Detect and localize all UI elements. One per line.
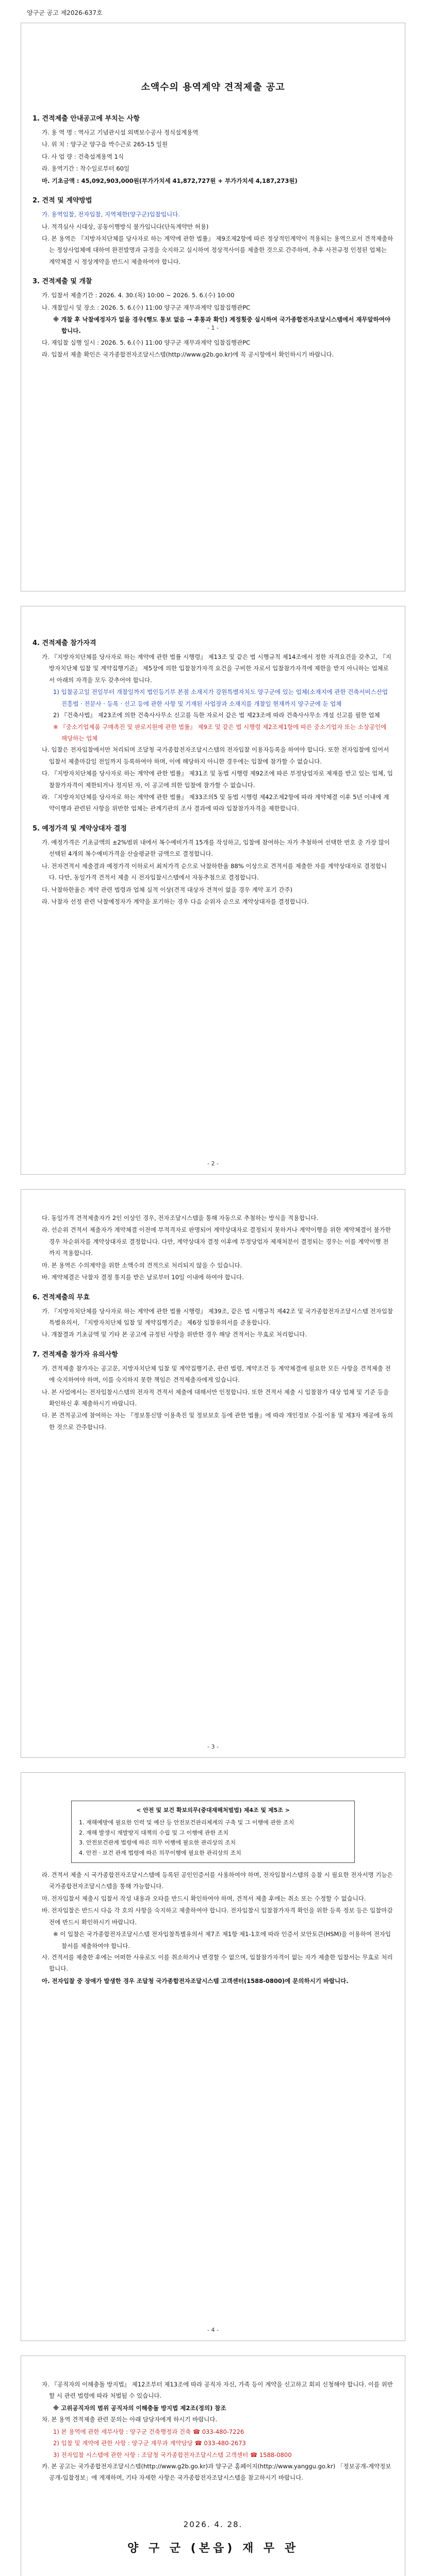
- document-page-3: [21, 1189, 405, 1758]
- section-4-sub: 2) 『건축사법』 제23조에 의한 건축사사무소 신고를 득한 자로서 같은 법 제23조에 따라 건축사사무소 개설 신고를 필한 업체: [53, 711, 380, 719]
- section-5-item: 라. 낙찰자 선정 관련 낙찰예정자가 계약을 포기하는 경우 다음 순위자 순으로 계약상대자를 결정합니다.: [42, 898, 309, 906]
- section-7-item: 라. 견적서 제출 시 국가종합전자조달시스템에 등록된 공인인증서를 사용하여야 하며, 전자입찰시스템의 응찰 시 필요한 전자서명 기능은 국가종합전자조달시스템을 통해 가능합니다.: [42, 1871, 393, 1890]
- section-5-item: 가. 예정가격은 기초금액의 ±2%범위 내에서 복수예비가격 15개를 작성하고, 입찰에 참여하는 자가 추첨하여 선택한 번호 중 가장 많이 선택된 4개의 복수예비가격을 산술평균한 금액으로 결정합니다.: [42, 838, 390, 858]
- section-4-item: 가. 『지방자치단체를 당사자로 하는 계약에 관한 법률 시행령』 제13조 및 같은 법 시행규칙 제14조에서 정한 자격요건을 갖추고, 『지방자치단체 입찰 및 계약집행기준』 제5장에 의한 입찰참가자격 요건을 구비한 자로서 입찰참가자격에 제한을 받지 아니하는 업체로서 아래의 자격을 모두 갖추어야 합니다.: [42, 653, 391, 684]
- section-7-item: 마. 전자입찰서 제출시 입찰서 작성 내용과 오타를 반드시 확인하여야 하며, 견적서 제출 후에는 취소 또는 수정할 수 없습니다.: [42, 1894, 366, 1902]
- issuer-name: 양 구 군 (본읍) 재 무 관: [127, 2541, 299, 2555]
- section-3-item: 가. 입찰서 제출기간 : 2026. 4. 30.(목) 10:00 ~ 2026. 5. 6.(수) 10:00: [42, 292, 235, 299]
- section-7-item: 자. 『공직자의 이해충돌 방지법』 제12조부터 제13조에 따라 공직자 자신, 가족 등이 계약을 신고하고 회피 신청해야 합니다. 이를 위반할 시 관련 법령에 따라 처벌될 수 있습니다.: [42, 2381, 393, 2400]
- section-5-item: 다. 낙찰하한율은 계약 관련 법령과 업체 실적 이상(견적 대상자 견적이 없을 경우 계약 포기 간주): [42, 886, 292, 893]
- document-page-4: [21, 1772, 405, 2341]
- contact-line: 1) 본 용역에 관한 세부사항 : 양구군 건축행정과 건축 ☎ 033-480-7226: [53, 2428, 244, 2435]
- section-5-item: 라. 선순위 견적서 제출자가 계약체결 이전에 부적격자로 판명되어 계약상대자로 결정되지 못하거나 계약이행을 위한 계약체결이 불가한 경우 차순위자를 계약상대자로 결정합니다. 다만, 계약상대자 결정 이후에 부정당업자 제재처분이 결정되는 경우는 이를 계약이행 전까지 적용합니다.: [42, 1226, 391, 1257]
- section-1-item: 라. 용역기간 : 착수일로부터 60일: [42, 165, 130, 173]
- section-2-item: 가. 용역입찰, 전자입찰, 지역제한(양구군)입찰입니다.: [42, 211, 180, 218]
- section-3-heading: 3. 견적제출 및 개찰: [32, 278, 92, 286]
- notice-date: 2026. 4. 28.: [183, 2519, 243, 2529]
- safety-box-title: < 안전 및 보건 확보의무(중대재해처벌법) 제4조 및 제5조 >: [136, 1807, 290, 1814]
- page-number: - 2 -: [207, 1160, 219, 1167]
- document-page-5: [21, 2355, 405, 2576]
- document-page-1: [21, 23, 405, 591]
- section-4-item: 라. 『지방자치단체를 당사자로 하는 계약에 관한 법률』 제33조의5 및 동법 시행령 제42조제2항에 따라 계약체결 이후 5년 이내에 계약이행과 관련된 사항을 위반한 업체는 관계기관의 조사 결과에 따라 입찰참가자격을 제한합니다.: [42, 793, 389, 812]
- section-7-note: ※ 고위공직자의 범위 공직자의 이해충돌 방지법 제2조(정의) 참조: [53, 2404, 226, 2412]
- section-7-item: 사. 견적서를 제출한 후에는 어떠한 사유로도 이를 취소하거나 변경할 수 없으며, 입찰참가자격이 없는 자가 제출한 입찰서는 무효로 처리합니다.: [42, 1953, 393, 1973]
- section-7-item: 다. 본 견적공고에 참여하는 자는 『정보통신망 이용촉진 및 정보보호 등에 관한 법률』에 따라 개인정보 수집·이용 및 제3자 제공에 동의한 것으로 간주합니다.: [42, 1412, 394, 1431]
- section-3-item: 나. 개찰일시 및 장소 : 2026. 5. 6.(수) 11:00 양구군 재무과계약 입찰집행관PC: [42, 303, 251, 311]
- section-7-note: ※ 이 입찰은 국가종합전자조달시스템 전자입찰특별유의서 제7조 제1항 제1-1호에 따라 인증서 보안토큰(HSM)을 이용하여 전자입찰서를 제출하여야 합니다.: [53, 1930, 391, 1950]
- section-4-sub: 1) 입찰공고일 전일부터 개찰일까지 법인등기부 본점 소재지가 강원특별자치도 양구군에 있는 업체(소재지에 관한 건축서비스산업 진흥법 · 전문사 · 등록 · 신고 등에 관한 사항 및 기재된 사업장과 소재지를 개찰일 현재까지 양구군에 둔 업체: [53, 688, 388, 707]
- safety-box-line: 1. 재해예방에 필요한 인력 및 예산 등 안전보건관리체계의 구축 및 그 이행에 관한 조치: [79, 1819, 294, 1826]
- section-1-item: 마. 기초금액 : 45,092,903,000원(부가가치세 41,872,727원 + 부가가치세 4,187,273원): [42, 177, 298, 184]
- section-2-item: 나. 적격심사 시대상, 공동이행방식 불가입니다(단독계약만 허용): [42, 223, 209, 230]
- section-4-heading: 4. 견적제출 참가자격: [32, 639, 96, 647]
- section-7-item: 바. 전자입찰은 반드시 다음 각 호의 사항을 숙지하고 제출하여야 합니다. 전자입찰시 입찰참가자격 확인을 위한 등록 정보 등은 입찰마감 전에 반드시 확인하시기 바랍니다.: [42, 1907, 393, 1926]
- section-2-item: 다. 본 용역은 『지방자치단체를 당사자로 하는 계약에 관한 법률』 제9조제2항에 따른 정상적인계약이 적용되는 용역으로서 견적제출하는 정상사업체에 대하여 완전발명과 규정을 숙지하고 실시하여 정상적사이를 제출한 것으로 간주하며, 추후 사전규정 인정된 업체는 계약체결 시 정상계약을 반드시 제출하여야 합니다.: [42, 234, 394, 265]
- section-5-item: 바. 계약체결은 낙찰자 결정 통지를 받은 날로부터 10일 이내에 하여야 합니다.: [42, 1274, 244, 1281]
- section-3-item: 다. 재입찰 실행 일시 : 2026. 5. 6.(수) 11:00 양구군 재무과계약 입찰집행관PC: [42, 338, 251, 346]
- section-1-item: 가. 용 역 명 : 역사고 기념관시설 외벽보수공사 정식설계용역: [42, 129, 199, 136]
- section-7-item: 차. 본 용역 견적제출 관련 문의는 아래 담당자에게 하시기 바랍니다.: [42, 2416, 218, 2424]
- safety-box-line: 4. 안전 · 보건 관계 법령에 따른 의무이행에 필요한 관리상의 조치: [79, 1850, 241, 1857]
- section-1-item: 다. 사 업 량 : 건축설계용역 1식: [42, 152, 124, 160]
- contact-line: 3) 전자입찰 시스템에 관한 사항 : 조달청 국가종합전자조달시스템 고객센터 ☎ 1588-0800: [53, 2451, 292, 2459]
- section-7-item: 아. 전자입찰 중 장애가 발생한 경우 조달청 국가종합전자조달시스템 고객센터(1588-0800)에 문의하시기 바랍니다.: [42, 1977, 349, 1985]
- safety-box-line: 2. 재해 발생시 재발방지 대책의 수립 및 그 이행에 관한 조치: [79, 1829, 228, 1836]
- section-6-heading: 6. 견적제출의 무효: [32, 1293, 90, 1301]
- section-5-heading: 5. 예정가격 및 계약상대자 결정: [32, 824, 127, 833]
- section-7-item: 카. 본 공고는 국가종합전자조달시스템(http://www.g2b.go.kr)과 양구군 홈페이지(http://www.yanggu.go.kr) 「정보공개-계약정보공개-입찰정보」에 게재하며, 기타 자세한 사항은 국가종합전자조달시스템을 참고하시기 바랍니다.: [42, 2462, 391, 2482]
- safety-duty-box: [71, 1801, 355, 1863]
- section-6-item: 나. 개찰결과 기초금액 및 기타 본 공고에 규정된 사항을 위반한 경우 해당 견적서는 무효로 처리합니다.: [42, 1331, 307, 1338]
- section-7-heading: 7. 견적제출 참가자 유의사항: [32, 1350, 118, 1359]
- document-title: 소액수의 용역계약 견적제출 공고: [141, 82, 285, 93]
- page-number: - 1 -: [207, 325, 219, 331]
- section-5-item: 마. 본 용역은 수의계약을 위한 소액수의 견적으로 처리되지 않을 수 있습니다.: [42, 1261, 242, 1269]
- section-1-item: 나. 위 치 : 양구군 양구읍 박수근로 265-15 일원: [42, 141, 168, 148]
- page-number: - 4 -: [207, 2327, 219, 2333]
- section-3-note: ※ 개찰 후 낙찰예정자가 없을 경우(행도 통보 없음 → 후통과 확인) 계정횟중 실시하여 국가종합전자조달시스템에서 재무알하여야 합니다.: [53, 316, 390, 335]
- section-7-item: 나. 본 사업에서는 전자입찰시스템의 전자적 견적서 제출에 대해서만 인정합니다. 또한 견적서 제출 시 입찰참가 대상 업체 및 기준 등을 확인하신 후 제출하시기 바랍니다.: [42, 1388, 389, 1408]
- page-number: - 3 -: [207, 1743, 219, 1750]
- section-2-heading: 2. 견적 및 계약방법: [32, 197, 92, 205]
- section-1-heading: 1. 견적제출 안내공고에 부치는 사항: [32, 115, 140, 123]
- section-4-note: ※ 『중소기업제품 구매촉진 및 판로지원에 관한 법률』 제9조 및 같은 법 시행령 제2조제1항에 따른 중소기업자 또는 소상공인에 해당하는 업체: [53, 723, 387, 742]
- document-page-2: [21, 606, 405, 1175]
- notice-number: 양구군 공고 제2026-637호: [27, 9, 103, 16]
- section-5-item: 나. 전자견적서 제출결과 예정가격 이하로서 최저가격 순으로 낙찰하한율 88% 이상으로 견적서를 제출한 자를 계약상대자로 결정합니다. 다만, 동일가격 견적서 제출 시 전자입찰시스템에서 자동추첨으로 결정합니다.: [42, 862, 387, 882]
- contact-line: 2) 입찰 및 계약에 관한 사항 : 양구군 재무과 계약담당 ☎ 033-480-2673: [53, 2439, 246, 2447]
- section-3-item: 라. 입찰서 제출 확인은 국가종합전자조달시스템(http://www.g2b.go.kr)에 꼭 공시항에서 확인하시기 바랍니다.: [42, 351, 334, 359]
- section-4-item: 다. 『지방자치단체를 당사자로 하는 계약에 관한 법률』 제31조 및 동법 시행령 제92조에 따른 부정당업자로 제재를 받고 있는 업체, 입찰참가자격이 제한되거나 정지된 자, 이 공고에 의한 입찰에 참가할 수 없습니다.: [42, 770, 393, 789]
- section-5-item: 다. 동일가격 견적제출자가 2인 이상인 경우, 전자조달시스템을 통해 자동으로 추첨하는 방식을 적용합니다.: [42, 1214, 319, 1222]
- safety-box-line: 3. 안전보건관계 법령에 따른 의무 이행에 필요한 관리상의 조치: [79, 1839, 236, 1846]
- section-6-item: 가. 『지방자치단체를 당사자로 하는 계약에 관한 법률 시행령』 제39조, 같은 법 시행규칙 제42조 및 국가종합전자조달시스템 전자입찰특별유의서, 『지방자치단체 입찰 및 계약집행기준』 제6장 입찰유의서를 준용합니다.: [42, 1307, 393, 1326]
- section-7-item: 가. 견적제출 참가자는 공고문, 지방자치단체 입찰 및 계약집행기준, 관련 법령, 계약조건 등 계약체결에 필요한 모든 사항을 견적제출 전에 숙지하여야 하며, 이를 숙지하지 못한 책임은 견적제출자에게 있습니다.: [42, 1364, 391, 1384]
- section-4-item: 나. 입찰은 전자입찰에서만 처리되며 조달청 국가종합전자조달시스템의 전자입찰 이용자등록을 하여야 합니다. 또한 전자입찰에 있어서 입찰서 제출마감일 전일까지 등록하여야 하며, 이에 해당하지 아니한 경우에는 입찰에 참가할 수 없습니다.: [42, 746, 389, 765]
